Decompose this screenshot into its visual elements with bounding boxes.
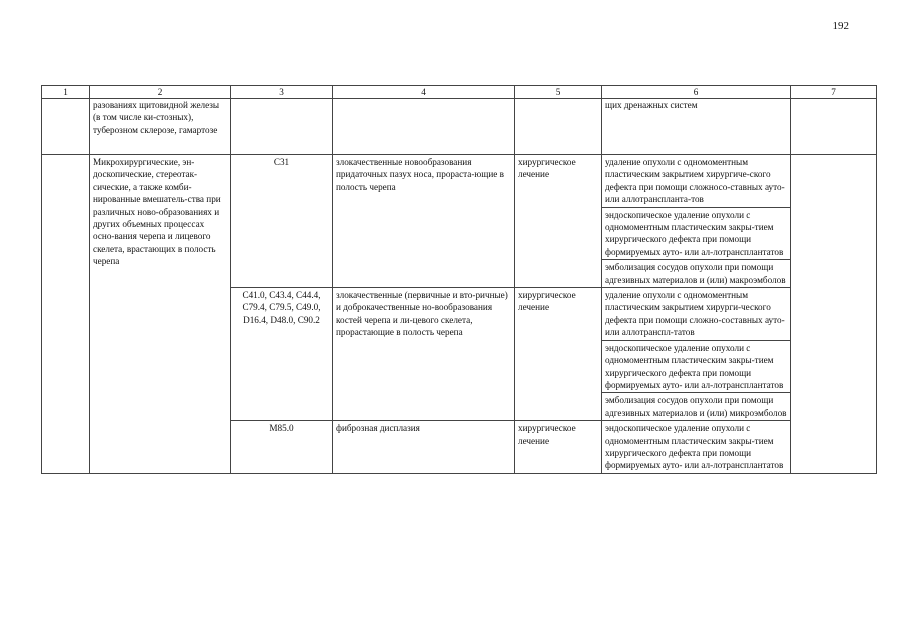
col7-cell <box>791 155 877 474</box>
treatment-method: эмболизация сосудов опухоли при помощи адгезивных материалов и (или) макроэмболов <box>605 262 786 285</box>
diagnosis-codes: C31 <box>231 155 333 288</box>
header-cell: 2 <box>90 86 231 99</box>
treatment-method: эмболизация сосудов опухоли при помощи адгезивных материалов и (или) микроэмболов <box>605 395 787 418</box>
treatment-method: эндоскопическое удаление опухоли с одномоментным пластическим закры-тием хирургического дефекта при помощи формируемых ауто- или ал-лотрансплантатов <box>605 423 784 471</box>
procedure-name: Микрохирургические, эн-доскопические, стереотак-сические, а также комби-нированные вмешатель-ства при различных ново-образованиях и других объемных процессах осно-вания черепа и лицевого скелета, врастающих в полость черепа <box>90 155 231 474</box>
treatment-method: эндоскопическое удаление опухоли с одномоментным пластическим закры-тием хирургического дефекта при помощи формируемых ауто- или ал-лотрансплантатов <box>602 341 790 394</box>
continuation-row <box>42 99 877 155</box>
treatment-type: хирургическое лечение <box>515 155 602 288</box>
header-cell: 4 <box>333 86 515 99</box>
patient-model <box>333 99 515 155</box>
table-row <box>42 155 877 288</box>
header-cell: 6 <box>602 86 791 99</box>
treatment-method: щих дренажных систем <box>602 99 791 155</box>
treatment-type: хирургическое лечение <box>515 421 602 474</box>
treatment-method: эндоскопическое удаление опухоли с одномоментным пластическим закры-тием хирургического дефекта при помощи формируемых ауто- или ал-лотрансплантатов <box>602 208 790 261</box>
patient-model: злокачественные новообразования придаточных пазух носа, прораста-ющие в полость черепа <box>333 155 515 288</box>
header-cell: 5 <box>515 86 602 99</box>
procedure-name: разованиях щитовидной железы (в том числе ки-стозных), туберозном склерозе, гамартозе <box>90 99 231 155</box>
patient-model: фиброзная дисплазия <box>333 421 515 474</box>
treatment-method: удаление опухоли с одномоментным пластическим закрытием хирурги-ческого дефекта при помощи сложно-составных ауто- или аллотранспл-татов <box>602 288 790 341</box>
col7-cell <box>791 99 877 155</box>
header-cell: 1 <box>42 86 90 99</box>
treatment-type <box>515 99 602 155</box>
diagnosis-codes: M85.0 <box>231 421 333 474</box>
treatment-methods <box>602 421 791 474</box>
diagnosis-codes: C41.0, C43.4, C44.4, C79.4, C79.5, C49.0, D16.4, D48.0, C90.2 <box>231 288 333 421</box>
col1-cell <box>42 155 90 474</box>
patient-model: злокачественные (первичные и вто-ричные) и доброкачественные но-вообразования костей черепа и ли-цевого скелета, прорастающие в полость черепа <box>333 288 515 421</box>
treatment-methods <box>602 155 791 288</box>
col1-cell <box>42 99 90 155</box>
treatment-methods <box>602 288 791 421</box>
treatment-method: удаление опухоли с одномоментным пластическим закрытием хирургиче-ского дефекта при помощи сложносо-ставных ауто- или аллотранспланта-тов <box>602 155 790 208</box>
medical-care-table <box>41 85 877 474</box>
column-number-row <box>42 86 877 99</box>
diagnosis-codes <box>231 99 333 155</box>
page-number: 192 <box>832 20 849 32</box>
header-cell: 7 <box>791 86 877 99</box>
treatment-type: хирургическое лечение <box>515 288 602 421</box>
header-cell: 3 <box>231 86 333 99</box>
